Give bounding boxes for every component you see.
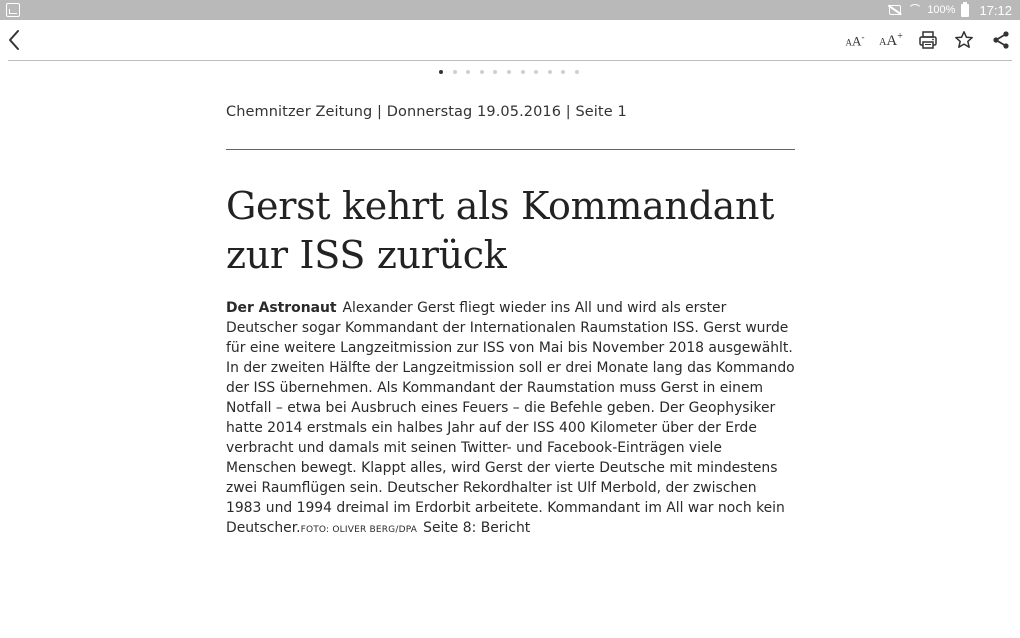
page-dot[interactable]	[439, 70, 443, 74]
decrease-font-size-button[interactable]	[841, 28, 869, 52]
chevron-left-icon	[4, 28, 26, 52]
page-dot[interactable]	[493, 70, 497, 74]
battery-icon	[961, 4, 969, 17]
article-body-text: Alexander Gerst fliegt wieder ins All und wird als erster Deutscher sogar Kommandant der Internationalen Raumstation ISS. Gerst wurde für eine weitere Langzeitmission zur ISS von Mai bis November 2018 ausgewählt. In der zweiten Hälfte der Langzeitmission soll er drei Monate lang das Kommando der ISS übernehmen. Als Kommandant der Raumstation muss Gerst in einem Notfall – etwa bei Ausbruch eines Feuers – die Befehle geben. Der Geophysiker hatte 2014 erstmals ein halbes Jahr auf der ISS 400 Kilometer über der Erde verbracht und damals mit seinen Twitter- und Facebook-Einträgen viele Menschen bewegt. Klappt alles, wird Gerst der vierte Deutsche mit mindestens zwei Raumflügen sein. Deutscher Rekordhalter ist Ulf Merbold, der zwischen 1983 und 1994 dreimal im Erdorbit arbeitete. Kommandant im All war noch kein Deutscher.	[226, 300, 795, 536]
mute-icon	[889, 5, 901, 15]
clock: 17:12	[979, 2, 1012, 18]
status-bar	[0, 0, 1020, 20]
star-outline-icon	[954, 30, 974, 50]
share-button[interactable]	[989, 28, 1013, 52]
back-button[interactable]	[4, 28, 26, 52]
page-indicator[interactable]	[439, 70, 579, 74]
battery-percentage: 100%	[927, 4, 956, 16]
page-dot[interactable]	[480, 70, 484, 74]
print-button[interactable]	[916, 28, 940, 52]
font-decrease-icon: AA-	[845, 31, 865, 49]
page-dot[interactable]	[548, 70, 552, 74]
gallery-notification-icon	[6, 3, 20, 17]
article	[226, 104, 796, 540]
photo-credit: FOTO: OLIVER BERG/DPA	[300, 525, 418, 535]
page-dot[interactable]	[466, 70, 470, 74]
bookmark-button[interactable]	[952, 28, 976, 52]
font-increase-icon: AA+	[879, 30, 903, 49]
page-dot[interactable]	[561, 70, 565, 74]
article-headline: Gerst kehrt als Kommandant zur ISS zurück	[226, 184, 775, 277]
page-dot[interactable]	[507, 70, 511, 74]
article-lead: Der Astronaut	[226, 300, 337, 316]
article-divider	[226, 149, 795, 150]
article-meta: Chemnitzer Zeitung | Donnerstag 19.05.2016 | Seite 1	[226, 104, 627, 120]
printer-icon	[918, 30, 938, 50]
status-indicators	[889, 0, 1012, 20]
page-reference: Seite 8: Bericht	[423, 520, 531, 536]
page-dot[interactable]	[453, 70, 457, 74]
page-dot[interactable]	[534, 70, 538, 74]
increase-font-size-button[interactable]	[876, 28, 906, 52]
wifi-icon	[907, 4, 921, 16]
page-dot[interactable]	[575, 70, 579, 74]
toolbar-divider	[8, 60, 1012, 61]
share-icon	[991, 30, 1011, 50]
page-dot[interactable]	[521, 70, 525, 74]
article-body	[226, 298, 796, 540]
